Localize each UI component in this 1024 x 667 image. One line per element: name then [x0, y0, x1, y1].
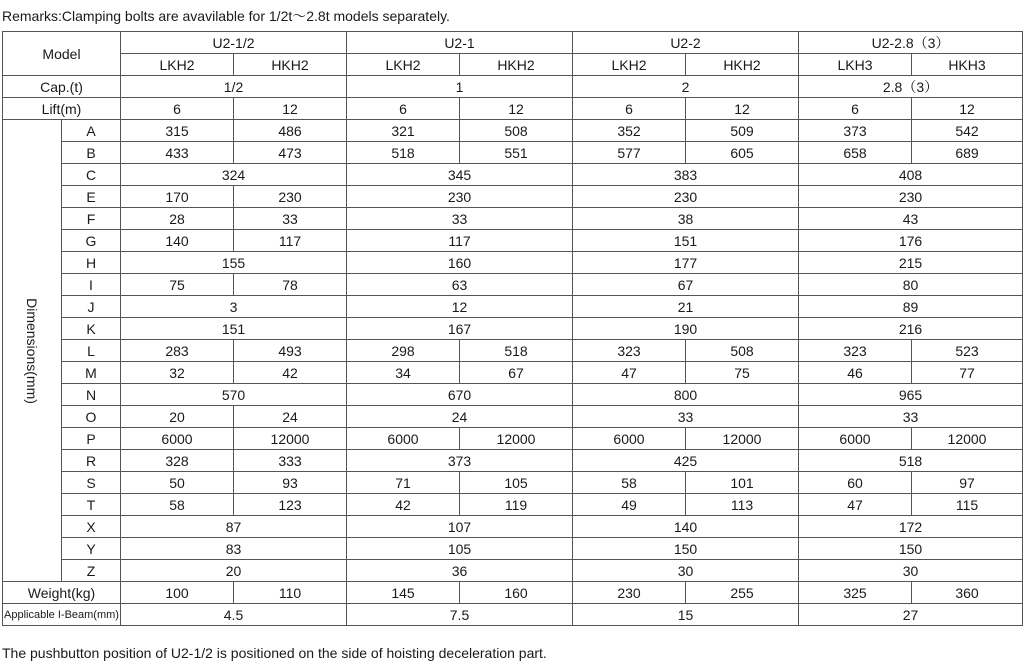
dimensions-label: Dimensions(mm) — [24, 297, 40, 404]
dimension-value: 509 — [686, 120, 799, 142]
dimension-value: 230 — [234, 186, 347, 208]
dimension-value: 328 — [121, 450, 234, 472]
dimension-key: J — [62, 296, 121, 318]
model-name: U2-2.8（3） — [799, 32, 1023, 54]
dimension-value: 433 — [121, 142, 234, 164]
dimension-value: 176 — [799, 230, 1023, 252]
weight-value: 360 — [912, 582, 1023, 604]
dimension-value: 486 — [234, 120, 347, 142]
dimension-value: 352 — [573, 120, 686, 142]
dimension-value: 216 — [799, 318, 1023, 340]
dimension-row — [3, 516, 1023, 538]
dimension-row — [3, 274, 1023, 296]
dimension-key: I — [62, 274, 121, 296]
dimension-value: 689 — [912, 142, 1023, 164]
dimension-key: M — [62, 362, 121, 384]
dimension-value: 150 — [573, 538, 799, 560]
dimension-value: 71 — [347, 472, 460, 494]
dimension-value: 30 — [799, 560, 1023, 582]
dimension-row — [3, 472, 1023, 494]
footer-note: The pushbutton position of U2-1/2 is positioned on the side of hoisting deceleration part. — [2, 645, 547, 661]
dimension-value: 965 — [799, 384, 1023, 406]
dimension-value: 20 — [121, 560, 347, 582]
dimension-value: 75 — [121, 274, 234, 296]
dimension-value: 283 — [121, 340, 234, 362]
dimension-key: B — [62, 142, 121, 164]
capacity-value: 2 — [573, 76, 799, 98]
weight-value: 160 — [460, 582, 573, 604]
dimension-value: 6000 — [121, 428, 234, 450]
dimension-row — [3, 318, 1023, 340]
dimension-value: 151 — [573, 230, 799, 252]
lift-value: 12 — [912, 98, 1023, 120]
dimension-value: 215 — [799, 252, 1023, 274]
dimension-value: 12000 — [686, 428, 799, 450]
dimension-value: 87 — [121, 516, 347, 538]
dimension-key: Y — [62, 538, 121, 560]
dimension-row — [3, 406, 1023, 428]
dimension-key: O — [62, 406, 121, 428]
dimension-value: 298 — [347, 340, 460, 362]
lift-value: 6 — [573, 98, 686, 120]
dimension-value: 321 — [347, 120, 460, 142]
weight-value: 110 — [234, 582, 347, 604]
dimension-value: 373 — [799, 120, 912, 142]
dimension-value: 47 — [799, 494, 912, 516]
dimension-row — [3, 428, 1023, 450]
dimension-value: 47 — [573, 362, 686, 384]
variant-name: HKH2 — [686, 54, 799, 76]
dimension-value: 93 — [234, 472, 347, 494]
dimension-value: 113 — [686, 494, 799, 516]
ibeam-row — [3, 604, 1023, 626]
variant-name: HKH2 — [460, 54, 573, 76]
dimension-value: 518 — [460, 340, 573, 362]
dimension-value: 155 — [121, 252, 347, 274]
dimension-value: 34 — [347, 362, 460, 384]
dimension-row — [3, 538, 1023, 560]
dimension-value: 63 — [347, 274, 573, 296]
dimension-value: 33 — [347, 208, 573, 230]
dimensions-label-cell — [3, 120, 62, 582]
dimension-row — [3, 296, 1023, 318]
dimension-value: 190 — [573, 318, 799, 340]
dimension-value: 373 — [347, 450, 573, 472]
dimension-value: 50 — [121, 472, 234, 494]
dimension-value: 577 — [573, 142, 686, 164]
dimension-value: 67 — [573, 274, 799, 296]
dimension-value: 408 — [799, 164, 1023, 186]
dimension-value: 150 — [799, 538, 1023, 560]
dimension-value: 542 — [912, 120, 1023, 142]
dimension-key: E — [62, 186, 121, 208]
dimension-key: H — [62, 252, 121, 274]
dimension-value: 323 — [799, 340, 912, 362]
dimension-value: 800 — [573, 384, 799, 406]
dimension-value: 605 — [686, 142, 799, 164]
dimension-value: 32 — [121, 362, 234, 384]
dimension-value: 333 — [234, 450, 347, 472]
dimension-row — [3, 230, 1023, 252]
dimension-value: 20 — [121, 406, 234, 428]
dimension-value: 33 — [799, 406, 1023, 428]
dimension-value: 6000 — [799, 428, 912, 450]
model-header: Model — [3, 32, 121, 76]
dimension-key: G — [62, 230, 121, 252]
dimension-value: 324 — [121, 164, 347, 186]
dimension-value: 42 — [347, 494, 460, 516]
dimension-row — [3, 560, 1023, 582]
dimension-value: 38 — [573, 208, 799, 230]
dimension-value: 425 — [573, 450, 799, 472]
dimension-value: 58 — [121, 494, 234, 516]
dimension-value: 160 — [347, 252, 573, 274]
weight-row — [3, 582, 1023, 604]
dimension-value: 43 — [799, 208, 1023, 230]
lift-row — [3, 98, 1023, 120]
dimension-value: 570 — [121, 384, 347, 406]
dimension-value: 107 — [347, 516, 573, 538]
dimension-value: 230 — [347, 186, 573, 208]
dimension-value: 49 — [573, 494, 686, 516]
lift-value: 6 — [347, 98, 460, 120]
dimension-value: 315 — [121, 120, 234, 142]
dimension-value: 658 — [799, 142, 912, 164]
lift-label: Lift(m) — [3, 98, 121, 120]
dimension-value: 21 — [573, 296, 799, 318]
specification-table — [2, 31, 1023, 626]
lift-value: 12 — [686, 98, 799, 120]
header-row-models — [3, 32, 1023, 54]
dimension-value: 119 — [460, 494, 573, 516]
dimension-value: 151 — [121, 318, 347, 340]
dimension-key: N — [62, 384, 121, 406]
dimension-value: 60 — [799, 472, 912, 494]
ibeam-value: 4.5 — [121, 604, 347, 626]
variant-name: LKH2 — [573, 54, 686, 76]
dimension-value: 383 — [573, 164, 799, 186]
dimension-value: 6000 — [347, 428, 460, 450]
variant-name: LKH2 — [347, 54, 460, 76]
dimension-value: 58 — [573, 472, 686, 494]
weight-value: 325 — [799, 582, 912, 604]
weight-value: 145 — [347, 582, 460, 604]
model-name: U2-1 — [347, 32, 573, 54]
lift-value: 12 — [460, 98, 573, 120]
dimension-value: 80 — [799, 274, 1023, 296]
dimension-value: 12 — [347, 296, 573, 318]
dimension-value: 140 — [573, 516, 799, 538]
dimension-row — [3, 142, 1023, 164]
model-name: U2-1/2 — [121, 32, 347, 54]
weight-value: 100 — [121, 582, 234, 604]
capacity-value: 2.8（3） — [799, 76, 1023, 98]
ibeam-value: 15 — [573, 604, 799, 626]
dimension-value: 323 — [573, 340, 686, 362]
dimension-value: 117 — [347, 230, 573, 252]
dimension-value: 670 — [347, 384, 573, 406]
dimension-value: 170 — [121, 186, 234, 208]
dimension-value: 177 — [573, 252, 799, 274]
dimension-value: 105 — [460, 472, 573, 494]
dimension-value: 36 — [347, 560, 573, 582]
ibeam-value: 7.5 — [347, 604, 573, 626]
dimension-value: 89 — [799, 296, 1023, 318]
dimension-value: 230 — [573, 186, 799, 208]
dimension-value: 101 — [686, 472, 799, 494]
dimension-value: 493 — [234, 340, 347, 362]
variant-name: HKH2 — [234, 54, 347, 76]
capacity-value: 1/2 — [121, 76, 347, 98]
model-name: U2-2 — [573, 32, 799, 54]
dimension-value: 518 — [799, 450, 1023, 472]
dimension-row — [3, 450, 1023, 472]
dimension-key: T — [62, 494, 121, 516]
dimension-value: 140 — [121, 230, 234, 252]
dimension-value: 24 — [234, 406, 347, 428]
dimension-value: 12000 — [234, 428, 347, 450]
weight-value: 230 — [573, 582, 686, 604]
dimension-value: 30 — [573, 560, 799, 582]
dimension-value: 46 — [799, 362, 912, 384]
dimension-row — [3, 362, 1023, 384]
dimension-value: 115 — [912, 494, 1023, 516]
dimension-value: 508 — [460, 120, 573, 142]
dimension-value: 172 — [799, 516, 1023, 538]
dimension-row — [3, 208, 1023, 230]
dimension-key: K — [62, 318, 121, 340]
dimension-value: 523 — [912, 340, 1023, 362]
dimension-value: 24 — [347, 406, 573, 428]
dimension-value: 345 — [347, 164, 573, 186]
dimension-key: A — [62, 120, 121, 142]
weight-value: 255 — [686, 582, 799, 604]
dimension-value: 117 — [234, 230, 347, 252]
dimension-key: Z — [62, 560, 121, 582]
variant-name: LKH2 — [121, 54, 234, 76]
dimension-value: 12000 — [912, 428, 1023, 450]
dimension-row — [3, 340, 1023, 362]
dimension-key: X — [62, 516, 121, 538]
dimension-row — [3, 186, 1023, 208]
lift-value: 6 — [121, 98, 234, 120]
dimension-key: R — [62, 450, 121, 472]
capacity-row — [3, 76, 1023, 98]
capacity-label: Cap.(t) — [3, 76, 121, 98]
header-row-variants — [3, 54, 1023, 76]
dimension-value: 97 — [912, 472, 1023, 494]
dimension-value: 105 — [347, 538, 573, 560]
dimension-row — [3, 494, 1023, 516]
dimension-value: 33 — [234, 208, 347, 230]
dimension-key: P — [62, 428, 121, 450]
dimension-value: 6000 — [573, 428, 686, 450]
lift-value: 12 — [234, 98, 347, 120]
dimension-value: 123 — [234, 494, 347, 516]
dimension-value: 230 — [799, 186, 1023, 208]
dimension-key: S — [62, 472, 121, 494]
dimension-value: 75 — [686, 362, 799, 384]
lift-value: 6 — [799, 98, 912, 120]
dimension-value: 167 — [347, 318, 573, 340]
dimension-value: 28 — [121, 208, 234, 230]
dimension-value: 12000 — [460, 428, 573, 450]
dimension-value: 33 — [573, 406, 799, 428]
ibeam-value: 27 — [799, 604, 1023, 626]
variant-name: LKH3 — [799, 54, 912, 76]
dimension-key: L — [62, 340, 121, 362]
dimension-value: 473 — [234, 142, 347, 164]
dimension-row — [3, 164, 1023, 186]
dimension-row — [3, 252, 1023, 274]
dimension-value: 518 — [347, 142, 460, 164]
dimension-key: F — [62, 208, 121, 230]
dimension-value: 67 — [460, 362, 573, 384]
dimension-value: 83 — [121, 538, 347, 560]
dimension-key: C — [62, 164, 121, 186]
dimension-value: 78 — [234, 274, 347, 296]
dimension-value: 42 — [234, 362, 347, 384]
dimension-value: 3 — [121, 296, 347, 318]
remarks-text: Remarks:Clamping bolts are avavilable for 1/2t～2.8t models separately. — [2, 8, 450, 24]
dimension-value: 551 — [460, 142, 573, 164]
dimension-value: 508 — [686, 340, 799, 362]
capacity-value: 1 — [347, 76, 573, 98]
dimension-row — [3, 384, 1023, 406]
variant-name: HKH3 — [912, 54, 1023, 76]
dimension-value: 77 — [912, 362, 1023, 384]
weight-label: Weight(kg) — [3, 582, 121, 604]
ibeam-label: Applicable I-Beam(mm) — [3, 604, 121, 626]
dimension-row — [3, 120, 1023, 142]
